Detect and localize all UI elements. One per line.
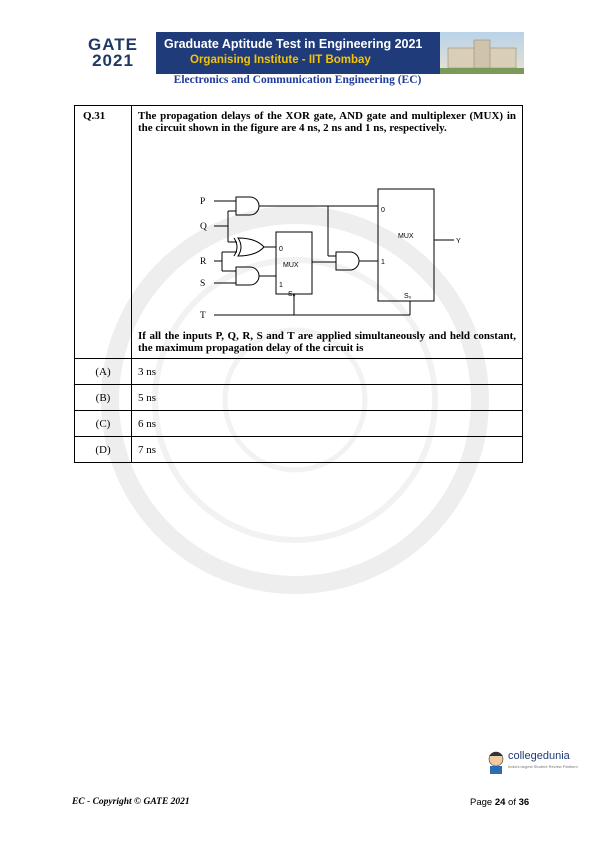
page-header (72, 32, 524, 74)
mux2-in0: 0 (381, 207, 385, 214)
mux1-in1: 1 (279, 282, 283, 289)
mux-2 (378, 189, 434, 301)
question-prompt: If all the inputs P, Q, R, S and T are applied simultaneously and held constant, the maximum propagation delay of the circuit is (138, 330, 516, 354)
total-pages: 36 (518, 797, 530, 808)
option-text: 3 ns (132, 359, 523, 385)
option-label: (A) (75, 359, 132, 385)
mux2-label: MUX (398, 233, 414, 240)
footer-page-number (470, 797, 529, 808)
header-banner (156, 32, 524, 74)
question-table (74, 105, 523, 463)
page-prefix: Page (470, 797, 495, 808)
option-row-b[interactable] (75, 385, 523, 411)
option-label: (D) (75, 437, 132, 463)
brand-tagline: India's largest Student Review Platform (508, 764, 578, 769)
mux1-in0: 0 (279, 246, 283, 253)
and-gate-3 (336, 252, 359, 270)
current-page: 24 (494, 797, 506, 808)
input-label-t: T (200, 311, 206, 321)
and-gate-2 (236, 267, 259, 285)
logo-line1: GATE (88, 35, 138, 54)
footer-copyright: EC - Copyright © GATE 2021 (72, 797, 190, 807)
question-number: Q.31 (75, 106, 132, 359)
question-body (132, 106, 523, 359)
circuit-figure (132, 134, 522, 330)
input-label-s: S (200, 279, 206, 289)
banner-title: Graduate Aptitude Test in Engineering 2021 (164, 37, 423, 51)
input-label-p: P (200, 197, 206, 207)
mux1-select: S₀ (288, 291, 296, 298)
input-label-q: Q (200, 222, 207, 232)
option-text: 7 ns (132, 437, 523, 463)
collegedunia-logo[interactable] (486, 748, 578, 778)
xor-gate (238, 238, 264, 256)
mux2-in1: 1 (381, 259, 385, 266)
option-label: (B) (75, 385, 132, 411)
and-gate-1 (236, 197, 259, 215)
subject-title: Electronics and Communication Engineering (EC) (173, 74, 422, 86)
input-label-r: R (200, 257, 207, 267)
banner-subtitle: Organising Institute - IIT Bombay (190, 54, 371, 66)
mascot-icon (486, 748, 506, 774)
campus-building-image (440, 32, 524, 74)
question-text: The propagation delays of the XOR gate, AND gate and multiplexer (MUX) in the circuit shown in the figure are 4 ns, 2 ns and 1 ns, respectively. (138, 110, 516, 134)
brand-name: collegedunia (508, 750, 570, 762)
page-mid: of (505, 797, 519, 808)
output-label-y: Y (456, 238, 461, 245)
option-row-c[interactable] (75, 411, 523, 437)
option-label: (C) (75, 411, 132, 437)
gate-logo (72, 32, 154, 74)
option-row-a[interactable] (75, 359, 523, 385)
option-row-d[interactable] (75, 437, 523, 463)
logo-line2: 2021 (92, 51, 134, 70)
option-text: 6 ns (132, 411, 523, 437)
option-text: 5 ns (132, 385, 523, 411)
mux2-select: S₀ (404, 293, 412, 300)
mux1-label: MUX (283, 262, 299, 269)
